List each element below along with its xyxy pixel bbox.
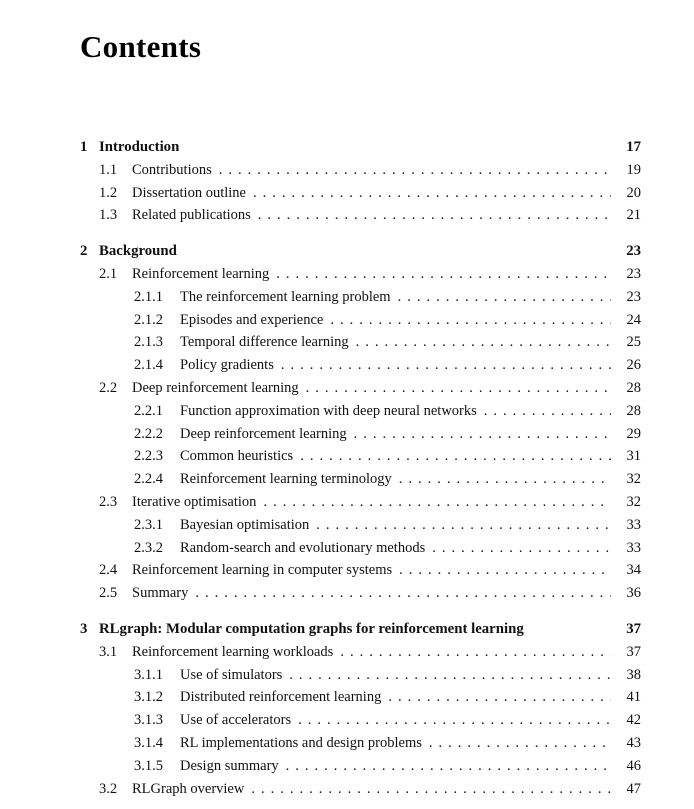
toc-leader-dots xyxy=(432,537,611,560)
toc-leader-dots xyxy=(429,732,611,755)
toc-entry-title: Iterative optimisation xyxy=(132,493,257,510)
toc-entry-1.2[interactable] xyxy=(80,182,641,205)
toc-entry-title: Temporal difference learning xyxy=(180,334,349,351)
toc-entry-3.1.2[interactable] xyxy=(80,686,641,709)
toc-leader-dots xyxy=(354,423,611,446)
toc-entry-2.2.4[interactable] xyxy=(80,468,641,491)
toc-leader-dots xyxy=(276,263,611,286)
toc-leader-dots xyxy=(300,445,611,468)
toc-entry-title: Reinforcement learning workloads xyxy=(132,643,334,660)
toc-entry-page: 32 xyxy=(626,493,641,510)
toc-entry-number: 2.2.2 xyxy=(134,425,163,442)
toc-entry-number: 1 xyxy=(80,139,88,155)
toc-entry-2.2.1[interactable] xyxy=(80,400,641,423)
toc-entry-3.1[interactable] xyxy=(80,641,641,664)
document-page xyxy=(80,30,641,800)
toc-entry-1[interactable] xyxy=(80,136,641,159)
toc-leader-dots xyxy=(253,182,611,205)
toc-entry-title: Related publications xyxy=(132,207,251,224)
toc-entry-title: Design summary xyxy=(180,757,279,774)
toc-entry-page: 34 xyxy=(626,562,641,579)
toc-entry-number: 2.5 xyxy=(99,585,118,602)
toc-leader-dots xyxy=(484,400,611,423)
toc-leader-dots xyxy=(258,204,611,227)
toc-leader-dots xyxy=(298,709,611,732)
toc-leader-dots xyxy=(251,778,611,801)
toc-entry-number: 2.3.1 xyxy=(134,516,163,533)
toc-entry-title: Episodes and experience xyxy=(180,311,324,328)
toc-entry-title: Reinforcement learning terminology xyxy=(180,471,392,488)
toc-entry-title: The reinforcement learning problem xyxy=(180,288,391,305)
toc-entry-2.1.2[interactable] xyxy=(80,309,641,332)
toc-entry-2.1.1[interactable] xyxy=(80,286,641,309)
toc-entry-title: Common heuristics xyxy=(180,448,294,465)
toc-entry-page: 46 xyxy=(626,757,641,774)
toc-leader-dots xyxy=(281,354,611,377)
toc-entry-2.4[interactable] xyxy=(80,559,641,582)
toc-entry-page: 38 xyxy=(626,666,641,683)
toc-entry-title: Reinforcement learning xyxy=(132,265,270,282)
toc-entry-2.3.2[interactable] xyxy=(80,537,641,560)
toc-entry-title: Background xyxy=(99,243,177,260)
toc-leader-dots xyxy=(399,468,611,491)
toc-entry-3.1.3[interactable] xyxy=(80,709,641,732)
toc-entry-1.3[interactable] xyxy=(80,204,641,227)
toc-entry-2.2.2[interactable] xyxy=(80,423,641,446)
toc-leader-dots xyxy=(356,331,611,354)
toc-entry-number: 2.1.4 xyxy=(134,357,163,374)
toc-leader-dots xyxy=(399,559,611,582)
toc-leader-dots xyxy=(219,159,611,182)
toc-entry-2[interactable] xyxy=(80,240,641,263)
toc-entry-page: 43 xyxy=(626,734,641,751)
toc-entry-number: 1.3 xyxy=(99,207,118,224)
toc-entry-number: 2 xyxy=(80,243,88,260)
toc-entry-number: 2.1.1 xyxy=(134,288,163,305)
toc-leader-dots xyxy=(306,377,611,400)
toc-entry-title: Distributed reinforcement learning xyxy=(180,689,382,706)
toc-entry-title: Use of accelerators xyxy=(180,712,292,729)
toc-entry-title: Introduction xyxy=(99,139,180,155)
toc-entry-page: 24 xyxy=(626,311,641,328)
toc-entry-number: 2.1 xyxy=(99,265,118,282)
toc-entry-number: 3.1.4 xyxy=(134,734,163,751)
toc-entry-page: 36 xyxy=(626,585,641,602)
toc-entry-2.1[interactable] xyxy=(80,263,641,286)
toc-entry-page: 33 xyxy=(626,516,641,533)
toc-entry-title: Policy gradients xyxy=(180,357,274,374)
toc-entry-title: Bayesian optimisation xyxy=(180,516,310,533)
toc-entry-page: 23 xyxy=(626,265,641,282)
toc-entry-2.3[interactable] xyxy=(80,491,641,514)
toc-entry-page: 47 xyxy=(626,780,641,797)
toc-entry-page: 19 xyxy=(626,161,641,178)
toc-leader-dots xyxy=(330,309,611,332)
toc-leader-dots xyxy=(316,514,611,537)
toc-list xyxy=(80,136,641,800)
contents-heading: Contents xyxy=(80,29,202,64)
toc-entry-page: 37 xyxy=(626,643,641,660)
toc-entry-3.1.4[interactable] xyxy=(80,732,641,755)
toc-entry-number: 3.1.2 xyxy=(134,689,163,706)
toc-leader-dots xyxy=(398,286,611,309)
toc-entry-3[interactable] xyxy=(80,618,641,641)
toc-entry-2.2.3[interactable] xyxy=(80,445,641,468)
toc-entry-page: 28 xyxy=(626,402,641,419)
toc-entry-title: Deep reinforcement learning xyxy=(132,379,299,396)
toc-leader-dots xyxy=(263,491,611,514)
toc-entry-page: 31 xyxy=(626,448,641,465)
toc-entry-page: 25 xyxy=(626,334,641,351)
toc-entry-number: 3.1.1 xyxy=(134,666,163,683)
toc-leader-dots xyxy=(286,755,611,778)
toc-entry-number: 2.1.3 xyxy=(134,334,163,351)
toc-entry-number: 3 xyxy=(80,620,88,637)
toc-entry-title: Random-search and evolutionary methods xyxy=(180,539,426,556)
toc-entry-1.1[interactable] xyxy=(80,159,641,182)
toc-entry-number: 2.1.2 xyxy=(134,311,163,328)
toc-entry-number: 2.2.1 xyxy=(134,402,163,419)
toc-entry-number: 2.3 xyxy=(99,493,118,510)
toc-entry-number: 3.1 xyxy=(99,643,118,660)
toc-entry-title: Dissertation outline xyxy=(132,184,246,201)
toc-entry-page: 26 xyxy=(626,357,641,374)
toc-entry-page: 37 xyxy=(626,620,641,637)
toc-entry-number: 2.2 xyxy=(99,379,118,396)
toc-entry-title: Contributions xyxy=(132,161,212,178)
toc-entry-2.2[interactable] xyxy=(80,377,641,400)
toc-entry-3.2[interactable] xyxy=(80,778,641,801)
toc-entry-page: 20 xyxy=(626,184,641,201)
toc-entry-2.5[interactable] xyxy=(80,582,641,605)
toc-leader-dots xyxy=(340,641,611,664)
toc-entry-title: RLgraph: Modular computation graphs for reinforcement learning xyxy=(99,620,524,637)
toc-entry-title: Summary xyxy=(132,585,189,602)
toc-entry-number: 2.4 xyxy=(99,562,118,579)
toc-leader-dots xyxy=(289,664,611,687)
toc-leader-dots xyxy=(195,582,611,605)
toc-entry-number: 2.2.3 xyxy=(134,448,163,465)
toc-leader-dots xyxy=(388,686,611,709)
toc-entry-page: 41 xyxy=(626,689,641,706)
toc-entry-title: RL implementations and design problems xyxy=(180,734,422,751)
toc-entry-title: Function approximation with deep neural networks xyxy=(180,402,477,419)
toc-entry-title: Reinforcement learning in computer systems xyxy=(132,562,393,579)
toc-entry-page: 42 xyxy=(626,712,641,729)
toc-entry-title: Deep reinforcement learning xyxy=(180,425,347,442)
toc-entry-page: 23 xyxy=(626,243,641,260)
toc-entry-page: 21 xyxy=(626,207,641,224)
toc-entry-number: 2.2.4 xyxy=(134,471,163,488)
toc-entry-page: 29 xyxy=(626,425,641,442)
toc-entry-number: 3.1.5 xyxy=(134,757,163,774)
toc-entry-2.3.1[interactable] xyxy=(80,514,641,537)
toc-entry-2.1.3[interactable] xyxy=(80,331,641,354)
toc-entry-page: 32 xyxy=(626,471,641,488)
toc-entry-3.1.1[interactable] xyxy=(80,664,641,687)
toc-entry-number: 1.2 xyxy=(99,184,118,201)
toc-entry-title: Use of simulators xyxy=(180,666,283,683)
toc-entry-number: 3.1.3 xyxy=(134,712,163,729)
toc-entry-page: 23 xyxy=(626,288,641,305)
toc-entry-2.1.4[interactable] xyxy=(80,354,641,377)
toc-entry-number: 3.2 xyxy=(99,780,118,797)
toc-entry-page: 17 xyxy=(626,139,641,155)
toc-entry-number: 1.1 xyxy=(99,161,118,178)
toc-entry-page: 33 xyxy=(626,539,641,556)
toc-entry-page: 28 xyxy=(626,379,641,396)
toc-entry-3.1.5[interactable] xyxy=(80,755,641,778)
toc-entry-number: 2.3.2 xyxy=(134,539,163,556)
toc-entry-title: RLGraph overview xyxy=(132,780,245,797)
